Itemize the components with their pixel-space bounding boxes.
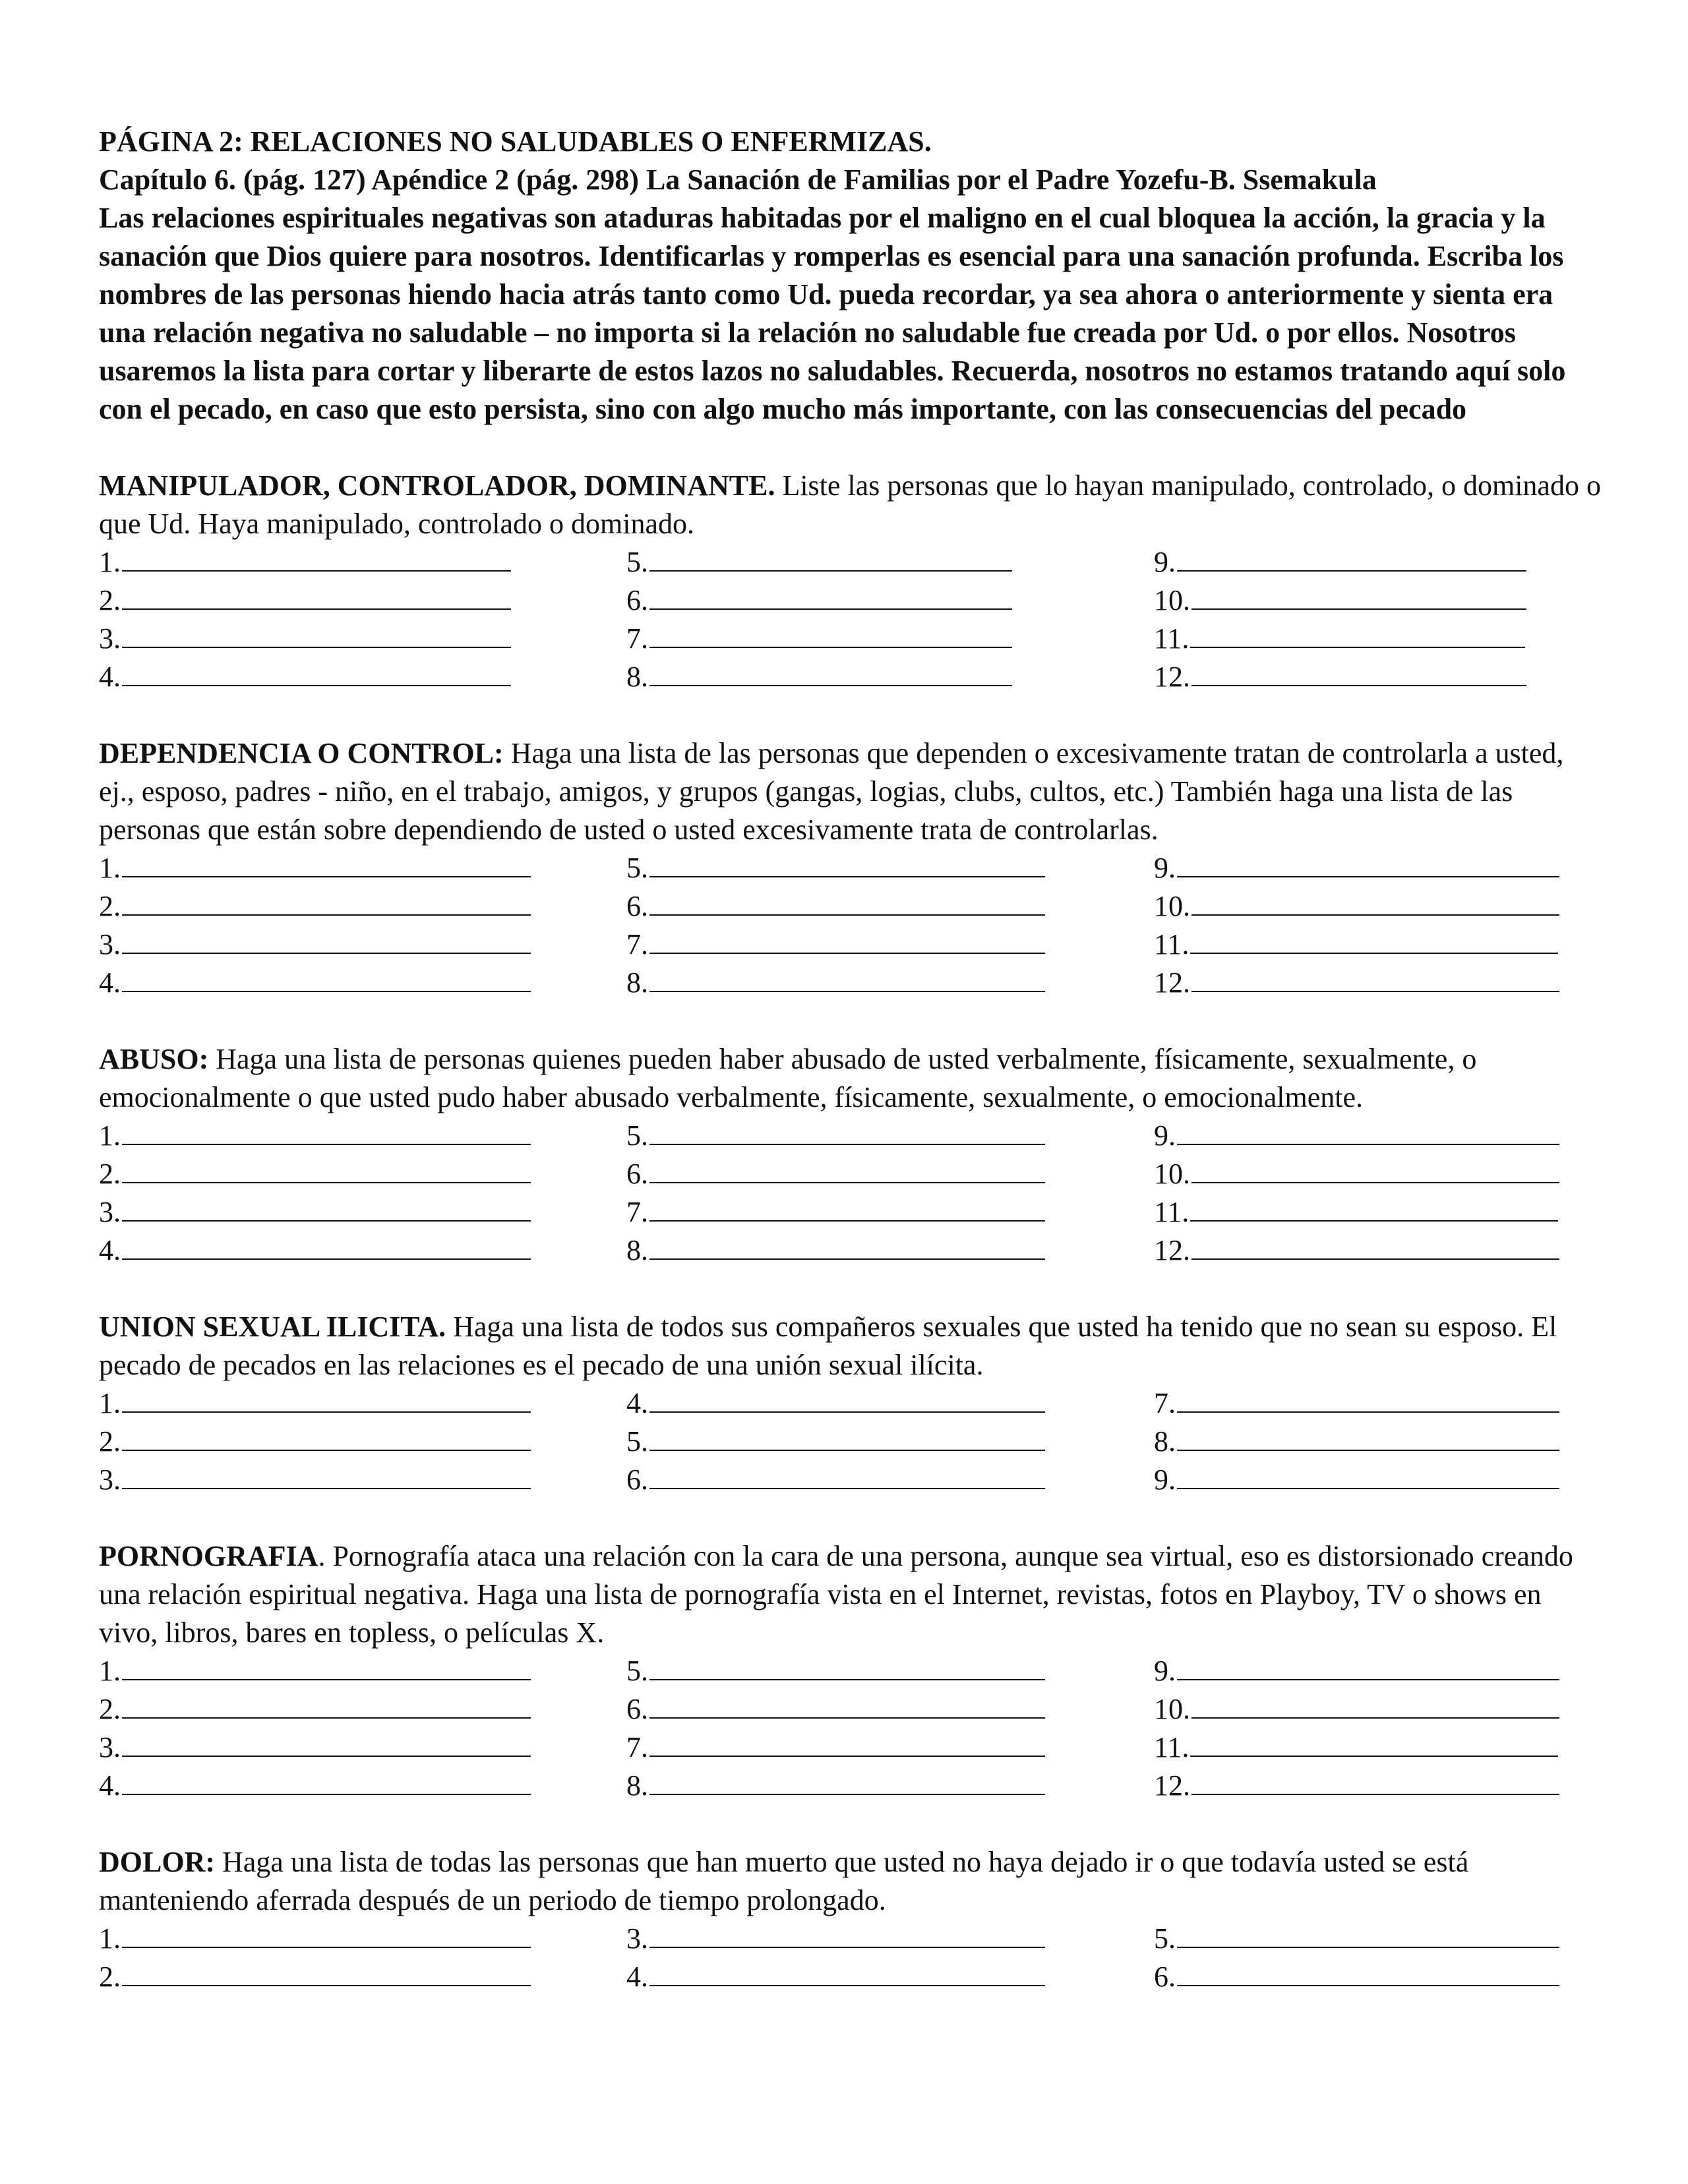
entry-line[interactable] <box>1154 581 1602 620</box>
blank-lines-grid <box>99 1117 1602 1270</box>
entry-number: 9. <box>1154 852 1176 884</box>
fill-in-blank[interactable] <box>1177 1653 1559 1680</box>
entry-number: 4. <box>626 1961 648 1993</box>
section-description <box>99 1308 1602 1384</box>
entry-number: 1. <box>99 1922 121 1955</box>
entry-number: 2. <box>99 1425 121 1458</box>
fill-in-blank[interactable] <box>1191 1691 1559 1719</box>
fill-in-blank[interactable] <box>649 620 1012 648</box>
section-description <box>99 1537 1602 1652</box>
fill-in-blank[interactable] <box>649 544 1012 572</box>
fill-in-blank[interactable] <box>1177 850 1559 877</box>
entry-line[interactable] <box>1154 1193 1602 1231</box>
entry-number: 6. <box>626 1158 648 1190</box>
section-instructions: Haga una lista de personas quienes pueden haber abusado de usted verbalmente, físicamente, sexualmente, o emocionalmente o que usted pudo haber abusado verbalmente, físicamente, sexualmente, o emocionalmente. <box>99 1043 1477 1113</box>
entry-line[interactable] <box>626 1384 1154 1423</box>
entry-number: 8. <box>626 661 648 693</box>
entry-line[interactable] <box>99 887 626 926</box>
fill-in-blank[interactable] <box>122 888 531 916</box>
entry-line[interactable] <box>626 581 1154 620</box>
entry-number: 5. <box>626 1655 648 1687</box>
section-instructions: Liste las personas que lo hayan manipulado, controlado, o dominado o que Ud. Haya manipulado, controlado o dominado. <box>99 469 1601 540</box>
fill-in-blank[interactable] <box>122 659 511 686</box>
entry-number: 7. <box>626 928 648 960</box>
entry-line[interactable] <box>626 620 1154 658</box>
fill-in-blank[interactable] <box>122 1920 531 1948</box>
entry-line[interactable] <box>1154 658 1602 696</box>
fill-in-blank[interactable] <box>122 1423 531 1451</box>
entry-number: 4. <box>99 661 121 693</box>
section-instructions: Haga una lista de todos sus compañeros sexuales que usted ha tenido que no sean su esposo. El pecado de pecados en las relaciones es el pecado de una unión sexual ilícita. <box>99 1311 1557 1381</box>
entry-line[interactable] <box>626 1652 1154 1690</box>
fill-in-blank[interactable] <box>1191 582 1526 610</box>
entry-number: 9. <box>1154 1119 1176 1152</box>
fill-in-blank[interactable] <box>1191 1232 1559 1260</box>
entry-number: 7. <box>626 1196 648 1228</box>
entry-line[interactable] <box>1154 1652 1602 1690</box>
entry-number: 1. <box>99 1655 121 1687</box>
fill-in-blank[interactable] <box>1177 544 1526 572</box>
entry-number: 1. <box>99 852 121 884</box>
entry-line[interactable] <box>99 1728 626 1767</box>
entry-line[interactable] <box>626 1958 1154 1996</box>
fill-in-blank[interactable] <box>649 659 1012 686</box>
fill-in-blank[interactable] <box>1177 1461 1559 1489</box>
entry-line[interactable] <box>626 1117 1154 1155</box>
entry-line[interactable] <box>99 1461 626 1499</box>
entry-line[interactable] <box>626 887 1154 926</box>
entry-line[interactable] <box>626 1690 1154 1728</box>
fill-in-blank[interactable] <box>649 888 1045 916</box>
entry-number: 6. <box>626 1693 648 1725</box>
entry-line[interactable] <box>99 926 626 964</box>
entry-line[interactable] <box>1154 1958 1602 1996</box>
entry-line[interactable] <box>626 1728 1154 1767</box>
section-description <box>99 734 1602 849</box>
section-heading: DEPENDENCIA O CONTROL: <box>99 737 504 769</box>
fill-in-blank[interactable] <box>649 1117 1045 1145</box>
fill-in-blank[interactable] <box>122 1729 531 1757</box>
entry-number: 10. <box>1154 1693 1190 1725</box>
entry-line[interactable] <box>626 1193 1154 1231</box>
entry-line[interactable] <box>99 1652 626 1690</box>
entry-number: 5. <box>626 546 648 578</box>
entry-number: 3. <box>99 622 121 655</box>
section-abuso <box>99 1040 1602 1270</box>
entry-number: 7. <box>626 622 648 655</box>
section-dolor <box>99 1843 1602 1996</box>
fill-in-blank[interactable] <box>649 1156 1045 1183</box>
section-manipulador <box>99 467 1602 696</box>
fill-in-blank[interactable] <box>1191 964 1559 992</box>
fill-in-blank[interactable] <box>1177 1117 1559 1145</box>
fill-in-blank[interactable] <box>649 964 1045 992</box>
entry-number: 3. <box>626 1922 648 1955</box>
fill-in-blank[interactable] <box>1191 1767 1559 1795</box>
section-heading: DOLOR: <box>99 1846 215 1878</box>
entry-line[interactable] <box>99 1193 626 1231</box>
entry-number: 3. <box>99 1731 121 1763</box>
entry-line[interactable] <box>1154 1117 1602 1155</box>
intro-paragraph: Las relaciones espirituales negativas son ataduras habitadas por el maligno en el cual bloquea la acción, la gracia y la sanación que Dios quiere para nosotros. Identificarlas y romperlas es esencial para una sanación profunda. Escriba los nombres de las personas hiendo hacia atrás tanto como Ud. pueda recordar, ya sea ahora o anteriormente y sienta era una relación negativa no saludable – no importa si la relación no saludable fue creada por Ud. o por ellos. Nosotros usaremos la lista para cortar y liberarte de estos lazos no saludables. Recuerda, nosotros no estamos tratando aquí solo con el pecado, en caso que esto persista, sino con algo mucho más importante, con las consecuencias del pecado <box>99 202 1566 425</box>
entry-line[interactable] <box>1154 1461 1602 1499</box>
section-union-sexual <box>99 1308 1602 1499</box>
entry-number: 5. <box>1154 1922 1176 1955</box>
fill-in-blank[interactable] <box>649 1423 1045 1451</box>
entry-line[interactable] <box>626 1231 1154 1270</box>
entry-line[interactable] <box>99 1423 626 1461</box>
entry-line[interactable] <box>1154 620 1602 658</box>
entry-number: 8. <box>626 1234 648 1266</box>
fill-in-blank[interactable] <box>122 620 511 648</box>
fill-in-blank[interactable] <box>1177 1959 1559 1986</box>
entry-number: 11. <box>1154 622 1190 655</box>
fill-in-blank[interactable] <box>122 1232 531 1260</box>
entry-line[interactable] <box>626 658 1154 696</box>
entry-line[interactable] <box>99 543 626 581</box>
entry-number: 11. <box>1154 1196 1190 1228</box>
fill-in-blank[interactable] <box>122 1691 531 1719</box>
entry-line[interactable] <box>99 964 626 1002</box>
entry-number: 10. <box>1154 584 1190 616</box>
entry-line[interactable] <box>1154 1728 1602 1767</box>
entry-number: 5. <box>626 1425 648 1458</box>
fill-in-blank[interactable] <box>122 1117 531 1145</box>
page-title: PÁGINA 2: RELACIONES NO SALUDABLES O ENFERMIZAS. <box>99 125 932 158</box>
entry-line[interactable] <box>99 620 626 658</box>
entry-line[interactable] <box>99 849 626 887</box>
entry-line[interactable] <box>626 1767 1154 1805</box>
entry-line[interactable] <box>1154 1767 1602 1805</box>
fill-in-blank[interactable] <box>649 1691 1045 1719</box>
fill-in-blank[interactable] <box>649 850 1045 877</box>
section-description <box>99 1843 1602 1920</box>
entry-number: 1. <box>99 546 121 578</box>
entry-number: 8. <box>626 1769 648 1802</box>
entry-line[interactable] <box>626 1920 1154 1958</box>
entry-number: 3. <box>99 1196 121 1228</box>
entry-number: 2. <box>99 890 121 922</box>
blank-lines-grid <box>99 1384 1602 1499</box>
entry-line[interactable] <box>1154 964 1602 1002</box>
fill-in-blank[interactable] <box>649 582 1012 610</box>
blank-lines-grid <box>99 543 1602 696</box>
entry-line[interactable] <box>626 1423 1154 1461</box>
fill-in-blank[interactable] <box>1191 1156 1559 1183</box>
entry-line[interactable] <box>99 1920 626 1958</box>
entry-number: 11. <box>1154 928 1190 960</box>
entry-line[interactable] <box>99 1690 626 1728</box>
section-heading: MANIPULADOR, CONTROLADOR, DOMINANTE. <box>99 469 775 502</box>
entry-line[interactable] <box>626 964 1154 1002</box>
entry-number: 4. <box>626 1387 648 1419</box>
entry-number: 4. <box>99 1769 121 1802</box>
entry-line[interactable] <box>1154 1384 1602 1423</box>
entry-line[interactable] <box>99 658 626 696</box>
entry-number: 2. <box>99 1693 121 1725</box>
entry-number: 6. <box>1154 1961 1176 1993</box>
entry-number: 8. <box>1154 1425 1176 1458</box>
fill-in-blank[interactable] <box>649 1767 1045 1795</box>
entry-number: 12. <box>1154 661 1190 693</box>
entry-number: 12. <box>1154 1769 1190 1802</box>
fill-in-blank[interactable] <box>1190 1729 1558 1757</box>
entry-line[interactable] <box>626 1461 1154 1499</box>
blank-lines-grid <box>99 1652 1602 1805</box>
fill-in-blank[interactable] <box>1191 888 1559 916</box>
fill-in-blank[interactable] <box>122 1767 531 1795</box>
fill-in-blank[interactable] <box>1177 1920 1559 1948</box>
entry-number: 3. <box>99 928 121 960</box>
section-description <box>99 467 1602 543</box>
worksheet-page <box>99 123 1602 1996</box>
fill-in-blank[interactable] <box>1177 1423 1559 1451</box>
fill-in-blank[interactable] <box>649 1653 1045 1680</box>
entry-line[interactable] <box>99 1958 626 1996</box>
entry-line[interactable] <box>1154 926 1602 964</box>
entry-number: 5. <box>626 1119 648 1152</box>
entry-line[interactable] <box>1154 1155 1602 1193</box>
fill-in-blank[interactable] <box>649 1385 1045 1413</box>
entry-line[interactable] <box>1154 887 1602 926</box>
entry-number: 6. <box>626 1463 648 1496</box>
fill-in-blank[interactable] <box>649 1232 1045 1260</box>
entry-line[interactable] <box>626 926 1154 964</box>
entry-number: 2. <box>99 1961 121 1993</box>
entry-line[interactable] <box>99 1231 626 1270</box>
fill-in-blank[interactable] <box>122 582 511 610</box>
entry-line[interactable] <box>626 543 1154 581</box>
fill-in-blank[interactable] <box>122 1959 531 1986</box>
entry-number: 1. <box>99 1119 121 1152</box>
entry-number: 2. <box>99 584 121 616</box>
fill-in-blank[interactable] <box>122 1156 531 1183</box>
entry-number: 4. <box>99 966 121 999</box>
entry-number: 9. <box>1154 546 1176 578</box>
entry-number: 4. <box>99 1234 121 1266</box>
fill-in-blank[interactable] <box>649 1959 1045 1986</box>
section-dependencia <box>99 734 1602 1002</box>
fill-in-blank[interactable] <box>1190 1194 1558 1222</box>
section-pornografia <box>99 1537 1602 1805</box>
entry-number: 8. <box>626 966 648 999</box>
entry-number: 6. <box>626 584 648 616</box>
entry-number: 10. <box>1154 890 1190 922</box>
sections-container <box>99 467 1602 1996</box>
entry-number: 6. <box>626 890 648 922</box>
fill-in-blank[interactable] <box>649 926 1045 954</box>
fill-in-blank[interactable] <box>649 1729 1045 1757</box>
fill-in-blank[interactable] <box>122 1653 531 1680</box>
fill-in-blank[interactable] <box>1190 926 1558 954</box>
entry-line[interactable] <box>99 1767 626 1805</box>
fill-in-blank[interactable] <box>122 1385 531 1413</box>
entry-number: 7. <box>1154 1387 1176 1419</box>
fill-in-blank[interactable] <box>649 1461 1045 1489</box>
entry-line[interactable] <box>1154 849 1602 887</box>
page-header <box>99 123 1602 428</box>
entry-number: 11. <box>1154 1731 1190 1763</box>
fill-in-blank[interactable] <box>122 926 531 954</box>
entry-number: 1. <box>99 1387 121 1419</box>
fill-in-blank[interactable] <box>1190 620 1525 648</box>
entry-number: 7. <box>626 1731 648 1763</box>
fill-in-blank[interactable] <box>122 1194 531 1222</box>
entry-line[interactable] <box>1154 1423 1602 1461</box>
fill-in-blank[interactable] <box>122 964 531 992</box>
blank-lines-grid <box>99 849 1602 1002</box>
entry-number: 5. <box>626 852 648 884</box>
entry-line[interactable] <box>1154 543 1602 581</box>
section-heading: PORNOGRAFIA <box>99 1540 318 1572</box>
section-heading: ABUSO: <box>99 1043 209 1075</box>
entry-line[interactable] <box>99 1384 626 1423</box>
section-instructions: . Pornografía ataca una relación con la cara de una persona, aunque sea virtual, eso es distorsionado creando una relación espiritual negativa. Haga una lista de pornografía vista en el Internet, revistas, fotos en Playboy, TV o shows en vivo, libros, bares en topless, o películas X. <box>99 1540 1573 1649</box>
blank-lines-grid <box>99 1920 1602 1996</box>
entry-number: 2. <box>99 1158 121 1190</box>
entry-line[interactable] <box>99 1117 626 1155</box>
section-description <box>99 1040 1602 1117</box>
entry-number: 12. <box>1154 966 1190 999</box>
fill-in-blank[interactable] <box>649 1194 1045 1222</box>
entry-number: 9. <box>1154 1463 1176 1496</box>
fill-in-blank[interactable] <box>122 544 511 572</box>
entry-number: 10. <box>1154 1158 1190 1190</box>
entry-line[interactable] <box>99 581 626 620</box>
fill-in-blank[interactable] <box>122 850 531 877</box>
fill-in-blank[interactable] <box>1177 1385 1559 1413</box>
entry-number: 3. <box>99 1463 121 1496</box>
section-instructions: Haga una lista de todas las personas que han muerto que usted no haya dejado ir o que todavía usted se está manteniendo aferrada después de un periodo de tiempo prolongado. <box>99 1846 1469 1916</box>
entry-line[interactable] <box>99 1155 626 1193</box>
entry-line[interactable] <box>1154 1690 1602 1728</box>
section-instructions: Haga una lista de las personas que dependen o excesivamente tratan de controlarla a usted, ej., esposo, padres - niño, en el trabajo, amigos, y grupos (gangas, logias, clubs, cultos, etc.) También haga una lista de las personas que están sobre dependiendo de usted o usted excesivamente trata de controlarlas. <box>99 737 1564 846</box>
book-reference: Capítulo 6. (pág. 127) Apéndice 2 (pág. 298) La Sanación de Familias por el Padre Yozefu-B. Ssemakula <box>99 163 1377 196</box>
entry-line[interactable] <box>1154 1920 1602 1958</box>
fill-in-blank[interactable] <box>649 1920 1045 1948</box>
entry-line[interactable] <box>626 1155 1154 1193</box>
fill-in-blank[interactable] <box>1191 659 1526 686</box>
entry-line[interactable] <box>626 849 1154 887</box>
entry-line[interactable] <box>1154 1231 1602 1270</box>
fill-in-blank[interactable] <box>122 1461 531 1489</box>
entry-number: 9. <box>1154 1655 1176 1687</box>
section-heading: UNION SEXUAL ILICITA. <box>99 1311 446 1343</box>
entry-number: 12. <box>1154 1234 1190 1266</box>
